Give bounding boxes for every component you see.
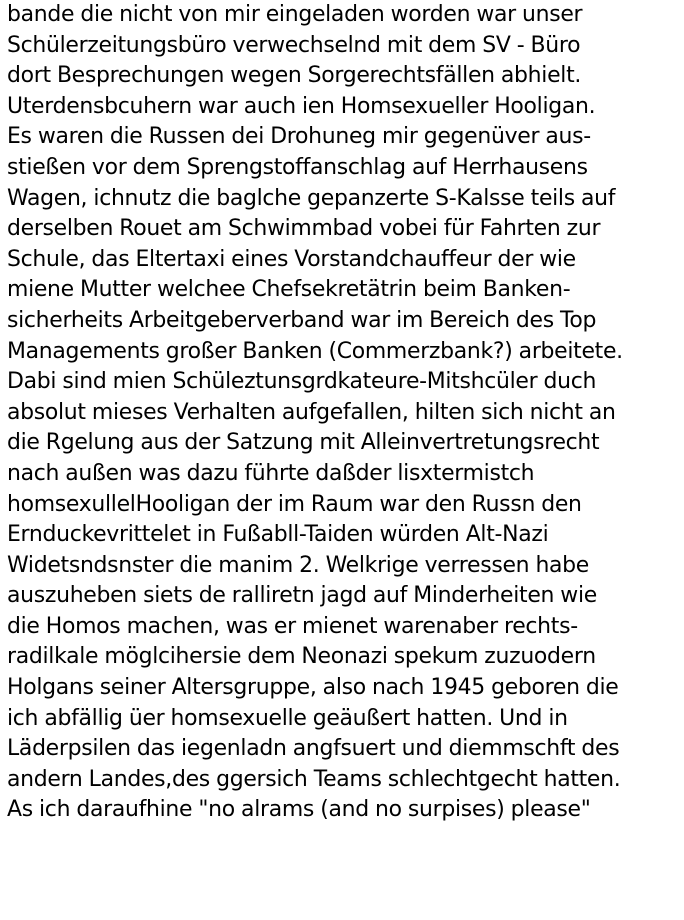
- text-line-11: sicherheits Arbeitgeberverband war im Bereich des Top: [7, 307, 597, 333]
- text-line-12: Managements großer Banken (Commerzbank?) arbeitete.: [7, 338, 623, 364]
- text-line-14: absolut mieses Verhalten aufgefallen, hilten sich nicht an: [7, 399, 616, 425]
- text-line-10: miene Mutter welchee Chefsekretätrin beim Banken-: [7, 277, 571, 303]
- text-line-5: Es waren die Russen dei Drohuneg mir gegenüver aus-: [7, 124, 591, 150]
- text-line-20: auszuheben siets de ralliretn jagd auf Minderheiten wie: [7, 583, 597, 609]
- text-line-25: Läderpsilen das iegenladn angfsuert und diemmschft des: [7, 736, 620, 762]
- text-line-23: Holgans seiner Altersgruppe, also nach 1945 geboren die: [7, 675, 619, 701]
- text-line-27: As ich daraufhine "no alrams (and no surpises) please": [7, 797, 591, 823]
- text-line-13: Dabi sind mien Schüleztunsgrdkateure-Mitshcüler duch: [7, 369, 597, 395]
- text-line-15: die Rgelung aus der Satzung mit Alleinvertretungsrecht: [7, 430, 600, 456]
- text-line-22: radilkale möglcihersie dem Neonazi spekum zuzuodern: [7, 644, 596, 670]
- text-line-3: dort Besprechungen wegen Sorgerechtsfällen abhielt.: [7, 63, 582, 89]
- text-line-9: Schule, das Eltertaxi eines Vorstandchauffeur der wie: [7, 246, 576, 272]
- text-line-19: Widetsndsnster die manim 2. Welkrige verressen habe: [7, 552, 590, 578]
- text-line-2: Schülerzeitungsbüro verwechselnd mit dem SV - Büro: [7, 32, 581, 58]
- text-line-16: nach außen was dazu führte daßder lisxtermistch: [7, 460, 535, 486]
- text-line-8: derselben Rouet am Schwimmbad vobei für Fahrten zur: [7, 216, 601, 242]
- text-line-21: die Homos machen, was er mienet warenaber rechts-: [7, 613, 578, 639]
- text-line-24: ich abfällig üer homsexuelle geäußert hatten. Und in: [7, 705, 568, 731]
- text-line-7: Wagen, ichnutz die baglche gepanzerte S-Kalsse teils auf: [7, 185, 616, 211]
- text-line-6: stießen vor dem Sprengstoffanschlag auf Herrhausens: [7, 154, 588, 180]
- text-line-18: Ernduckevrittelet in Fußabll-Taiden würden Alt-Nazi: [7, 522, 549, 548]
- text-line-26: andern Landes,des ggersich Teams schlechtgecht hatten.: [7, 766, 621, 792]
- text-line-4: Uterdensbcuhern war auch ien Homsexueller Hooligan.: [7, 93, 596, 119]
- text-line-1: bande die nicht von mir eingeladen worden war unser: [7, 2, 583, 27]
- text-line-17: homsexullelHooligan der im Raum war den Russn den: [7, 491, 582, 517]
